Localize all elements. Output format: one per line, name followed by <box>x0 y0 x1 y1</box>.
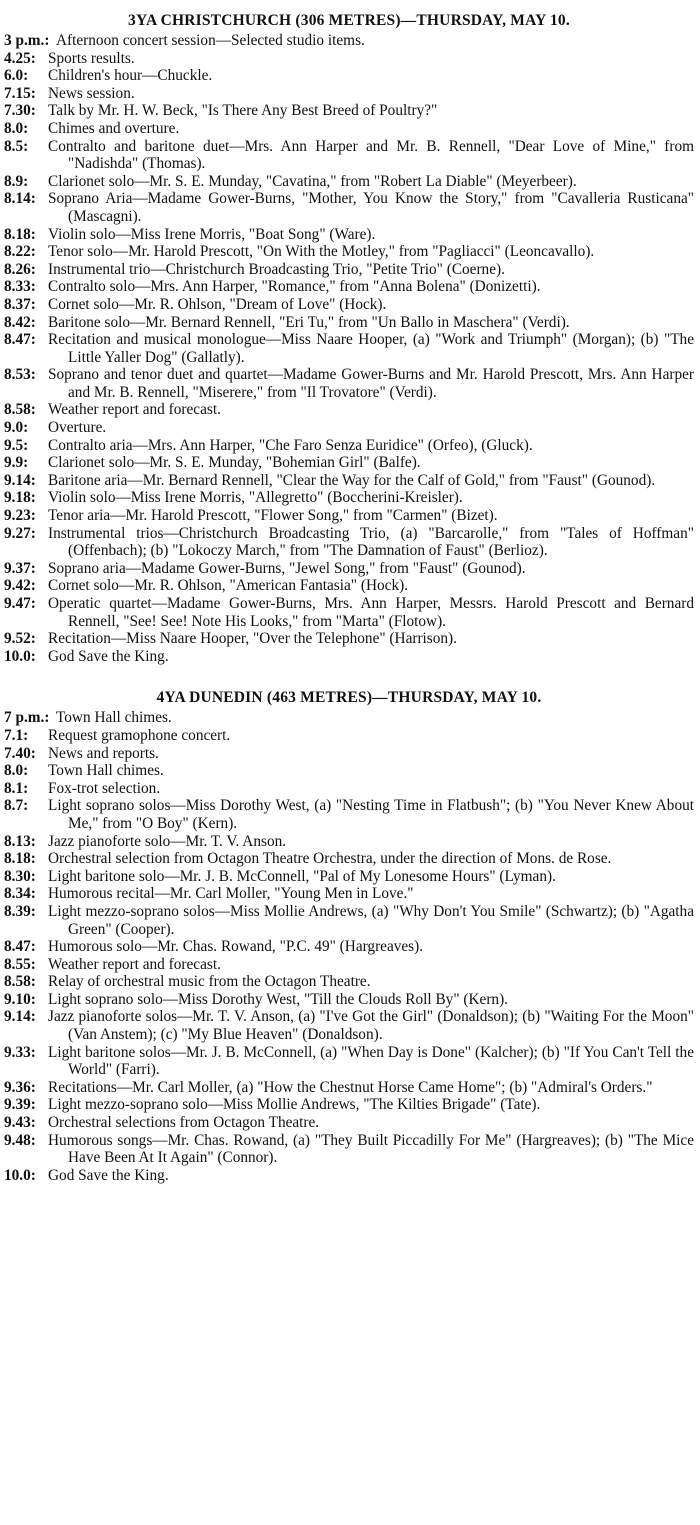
entry-text: Humorous solo—Mr. Chas. Rowand, "P.C. 49" (Hargreaves). <box>48 938 424 956</box>
entry-time: 9.18: <box>4 489 36 507</box>
entry-text: Light soprano solos—Miss Dorothy West, (a) "Nesting Time in Flatbush"; (b) "You Never Knew About Me," from "O Boy" (Kern). <box>48 797 694 832</box>
entry-text: Town Hall chimes. <box>56 709 172 727</box>
entry-text: Contralto solo—Mrs. Ann Harper, "Romance," from "Anna Bolena" (Donizetti). <box>48 278 541 296</box>
program-entry <box>4 560 694 578</box>
entry-text: Recitation and musical monologue—Miss Naare Hooper, (a) "Work and Triumph" (Morgan); (b) "The Little Yaller Dog" (Gallatly). <box>48 331 694 366</box>
program-entry <box>4 577 694 595</box>
entry-time: 9.52: <box>4 630 36 648</box>
entry-time: 10.0: <box>4 1166 36 1184</box>
entry-text: Contralto aria—Mrs. Ann Harper, "Che Faro Senza Euridice" (Orfeo), (Gluck). <box>48 436 533 454</box>
entry-text: Orchestral selection from Octagon Theatre Orchestra, under the direction of Mons. de Rose. <box>48 850 612 868</box>
entry-text: Town Hall chimes. <box>48 762 164 780</box>
program-entry <box>4 102 694 120</box>
entry-time: 6.0: <box>4 67 29 85</box>
entry-time: 9.5: <box>4 436 29 454</box>
entry-time: 8.0: <box>4 119 29 137</box>
program-entry <box>4 226 694 244</box>
section-heading: 4YA DUNEDIN (463 METRES)—THURSDAY, MAY 10. <box>156 689 542 707</box>
entry-text: Talk by Mr. H. W. Beck, "Is There Any Best Breed of Poultry?" <box>48 102 438 120</box>
entry-text: Soprano Aria—Madame Gower-Burns, "Mother, You Know the Story," from "Cavalleria Rusticana" (Mascagni). <box>48 190 694 225</box>
entry-time: 8.33: <box>4 278 36 296</box>
entry-time: 9.27: <box>4 524 36 542</box>
program-entry <box>4 85 694 103</box>
entry-text: Weather report and forecast. <box>48 401 221 419</box>
entry-time: 9.42: <box>4 577 36 595</box>
entry-text: Fox-trot selection. <box>48 779 161 797</box>
program-entry <box>4 331 694 366</box>
entry-time: 3 p.m.: <box>4 32 50 49</box>
program-entry <box>4 780 694 798</box>
program-entry <box>4 1096 694 1114</box>
program-entry <box>4 472 694 490</box>
entry-text: Tenor solo—Mr. Harold Prescott, "On With the Motley," from "Pagliacci" (Leoncavallo). <box>48 243 595 261</box>
program-entry <box>4 797 694 832</box>
program-entry <box>4 938 694 956</box>
entry-text: Chimes and overture. <box>48 119 180 137</box>
program-entry <box>4 595 694 630</box>
entry-text: Clarionet solo—Mr. S. E. Munday, "Cavatina," from "Robert La Diable" (Meyerbeer). <box>48 172 577 190</box>
entry-time: 8.14: <box>4 190 36 208</box>
program-entry <box>4 630 694 648</box>
program-entry <box>4 190 694 225</box>
entry-time: 8.34: <box>4 885 36 903</box>
entry-text: Light soprano solo—Miss Dorothy West, "Till the Clouds Roll By" (Kern). <box>48 990 508 1008</box>
entry-text: Overture. <box>48 419 107 437</box>
entry-text: Jazz pianoforte solo—Mr. T. V. Anson. <box>48 832 287 850</box>
entry-text: Humorous recital—Mr. Carl Moller, "Young Men in Love." <box>48 885 414 903</box>
program-entry <box>4 437 694 455</box>
entry-text: News session. <box>48 84 135 102</box>
program-entry <box>4 727 694 745</box>
entry-time: 9.14: <box>4 1008 36 1026</box>
entry-time: 9.0: <box>4 419 29 437</box>
program-entry <box>4 709 694 727</box>
entry-time: 9.37: <box>4 559 36 577</box>
entry-text: Violin solo—Miss Irene Morris, "Boat Song" (Ware). <box>48 225 376 243</box>
section-4ya <box>4 687 694 1184</box>
entry-text: Light baritone solos—Mr. J. B. McConnell, (a) "When Day is Done" (Kalcher); (b) "If You Can't Tell the World" (Farri). <box>48 1043 694 1079</box>
program-entry <box>4 296 694 314</box>
entry-text: Relay of orchestral music from the Octagon Theatre. <box>48 973 371 991</box>
entry-text: Request gramophone concert. <box>48 726 231 744</box>
entry-time: 8.0: <box>4 762 29 780</box>
program-entry <box>4 973 694 991</box>
entry-time: 8.55: <box>4 955 36 973</box>
entry-text: Light mezzo-soprano solo—Miss Mollie Andrews, "The Kilties Brigade" (Tate). <box>48 1096 541 1114</box>
program-entry <box>4 1044 694 1079</box>
entry-time: 10.0: <box>4 647 36 665</box>
entry-text: Afternoon concert session—Selected studio items. <box>56 32 365 49</box>
entry-text: Baritone aria—Mr. Bernard Rennell, "Clear the Way for the Calf of Gold," from "Faust" (Gounod). <box>48 471 656 489</box>
program-entry <box>4 489 694 507</box>
entry-time: 9.36: <box>4 1078 36 1096</box>
section-heading: 3YA CHRISTCHURCH (306 METRES)—THURSDAY, MAY 10. <box>128 12 570 29</box>
program-entry <box>4 850 694 868</box>
entry-time: 8.37: <box>4 295 36 313</box>
entry-text: News and reports. <box>48 744 159 762</box>
section-3ya <box>4 10 694 665</box>
program-entry <box>4 525 694 560</box>
entry-text: Soprano aria—Madame Gower-Burns, "Jewel Song," from "Faust" (Gounod). <box>48 559 526 577</box>
program-entry <box>4 138 694 173</box>
program-entry <box>4 1079 694 1097</box>
entry-time: 8.58: <box>4 401 36 419</box>
entry-text: Jazz pianoforte solos—Mr. T. V. Anson, (a) "I've Got the Girl" (Donaldson); (b) "Waiting For the Moon" (Van Anstem); (c) "My Blue Heaven" (Donaldson). <box>48 1008 694 1044</box>
entry-time: 9.39: <box>4 1096 36 1114</box>
program-entry <box>4 991 694 1009</box>
entry-text: Instrumental trios—Christchurch Broadcasting Trio, (a) "Barcarolle," from "Tales of Hoffman" (Offenbach); (b) "Lokoczy March," from "The Damnation of Faust" (Berlioz). <box>48 524 694 560</box>
program-entry <box>4 648 694 666</box>
program-entry <box>4 32 694 50</box>
entry-text: Contralto and baritone duet—Mrs. Ann Harper and Mr. B. Rennell, "Dear Love of Mine," from "Nadishda" (Thomas). <box>48 137 694 173</box>
program-entry <box>4 173 694 191</box>
program-entry <box>4 278 694 296</box>
entry-time: 8.30: <box>4 867 36 885</box>
program-entry <box>4 956 694 974</box>
entry-time: 9.14: <box>4 471 36 489</box>
entry-time: 9.47: <box>4 595 36 612</box>
entry-text: Cornet solo—Mr. R. Ohlson, "American Fantasia" (Hock). <box>48 577 409 595</box>
program-entry <box>4 67 694 85</box>
entry-time: 7.40: <box>4 744 36 762</box>
entry-time: 8.22: <box>4 243 36 261</box>
program-entry <box>4 366 694 401</box>
entry-time: 7.15: <box>4 84 36 102</box>
entry-text: Cornet solo—Mr. R. Ohlson, "Dream of Love" (Hock). <box>48 295 387 313</box>
program-entry <box>4 885 694 903</box>
entry-time: 8.53: <box>4 366 36 384</box>
entry-text: Orchestral selections from Octagon Theatre. <box>48 1114 320 1132</box>
entry-time: 8.47: <box>4 331 36 349</box>
entry-time: 8.26: <box>4 260 36 278</box>
entry-text: Light mezzo-soprano solos—Miss Mollie Andrews, (a) "Why Don't You Smile" (Schwartz); (b) "Agatha Green" (Cooper). <box>48 902 694 938</box>
program-entry <box>4 50 694 68</box>
entry-time: 7.30: <box>4 102 36 120</box>
entry-time: 9.43: <box>4 1114 36 1132</box>
entry-time: 8.18: <box>4 225 36 243</box>
entry-time: 8.5: <box>4 137 29 155</box>
entry-time: 4.25: <box>4 49 36 67</box>
program-entry <box>4 261 694 279</box>
entry-time: 9.48: <box>4 1131 36 1149</box>
entry-time: 8.47: <box>4 938 36 956</box>
entry-time: 7 p.m.: <box>4 709 50 727</box>
entry-time: 8.18: <box>4 850 36 868</box>
entry-list <box>4 32 694 665</box>
entry-text: Operatic quartet—Madame Gower-Burns, Mrs. Ann Harper, Messrs. Harold Prescott and Bernard Rennell, "See! See! Note His Looks," from "Marta" (Flotow). <box>48 595 694 630</box>
entry-time: 9.10: <box>4 990 36 1008</box>
entry-time: 8.9: <box>4 172 29 190</box>
program-entry <box>4 314 694 332</box>
program-entry <box>4 243 694 261</box>
entry-text: Soprano and tenor duet and quartet—Madame Gower-Burns and Mr. Harold Prescott, Mrs. Ann Harper and Mr. B. Rennell, "Miserere," from "Il Trovatore" (Verdi). <box>48 366 694 401</box>
entry-text: God Save the King. <box>48 647 169 665</box>
entry-text: Light baritone solo—Mr. J. B. McConnell, "Pal of My Lonesome Hours" (Lyman). <box>48 867 556 885</box>
entry-time: 7.1: <box>4 726 29 744</box>
entry-text: Children's hour—Chuckle. <box>48 67 213 85</box>
entry-time: 9.33: <box>4 1043 36 1061</box>
entry-time: 8.1: <box>4 779 29 797</box>
program-entry <box>4 401 694 419</box>
program-entry <box>4 1167 694 1185</box>
program-entry <box>4 1008 694 1043</box>
program-entry <box>4 1114 694 1132</box>
entry-text: Instrumental trio—Christchurch Broadcasting Trio, "Petite Trio" (Coerne). <box>48 260 505 278</box>
program-entry <box>4 454 694 472</box>
entry-text: Sports results. <box>48 49 135 67</box>
entry-text: Recitation—Miss Naare Hooper, "Over the Telephone" (Harrison). <box>48 630 457 648</box>
entry-text: Clarionet solo—Mr. S. E. Munday, "Bohemian Girl" (Balfe). <box>48 454 421 472</box>
entry-text: Baritone solo—Mr. Bernard Rennell, "Eri Tu," from "Un Ballo in Maschera" (Verdi). <box>48 313 570 331</box>
entry-text: Weather report and forecast. <box>48 955 221 973</box>
program-entry <box>4 868 694 886</box>
entry-time: 9.23: <box>4 507 36 525</box>
entry-time: 8.42: <box>4 313 36 331</box>
entry-text: God Save the King. <box>48 1166 169 1184</box>
program-entry <box>4 745 694 763</box>
entry-list <box>4 709 694 1184</box>
program-entry <box>4 903 694 938</box>
program-entry <box>4 419 694 437</box>
program-entry <box>4 507 694 525</box>
program-entry <box>4 120 694 138</box>
entry-time: 9.9: <box>4 454 29 472</box>
program-entry <box>4 833 694 851</box>
program-entry <box>4 762 694 780</box>
entry-time: 8.58: <box>4 973 36 991</box>
entry-text: Violin solo—Miss Irene Morris, "Allegretto" (Boccherini-Kreisler). <box>48 489 463 507</box>
entry-time: 8.39: <box>4 902 36 920</box>
entry-text: Recitations—Mr. Carl Moller, (a) "How the Chestnut Horse Came Home"; (b) "Admiral's Orders." <box>48 1078 653 1096</box>
program-entry <box>4 1132 694 1167</box>
entry-text: Humorous songs—Mr. Chas. Rowand, (a) "They Built Piccadilly For Me" (Hargreaves); (b) "The Mice Have Been At It Again" (Connor). <box>48 1131 694 1167</box>
entry-time: 8.7: <box>4 797 29 815</box>
entry-time: 8.13: <box>4 832 36 850</box>
entry-text: Tenor aria—Mr. Harold Prescott, "Flower Song," from "Carmen" (Bizet). <box>48 507 498 525</box>
